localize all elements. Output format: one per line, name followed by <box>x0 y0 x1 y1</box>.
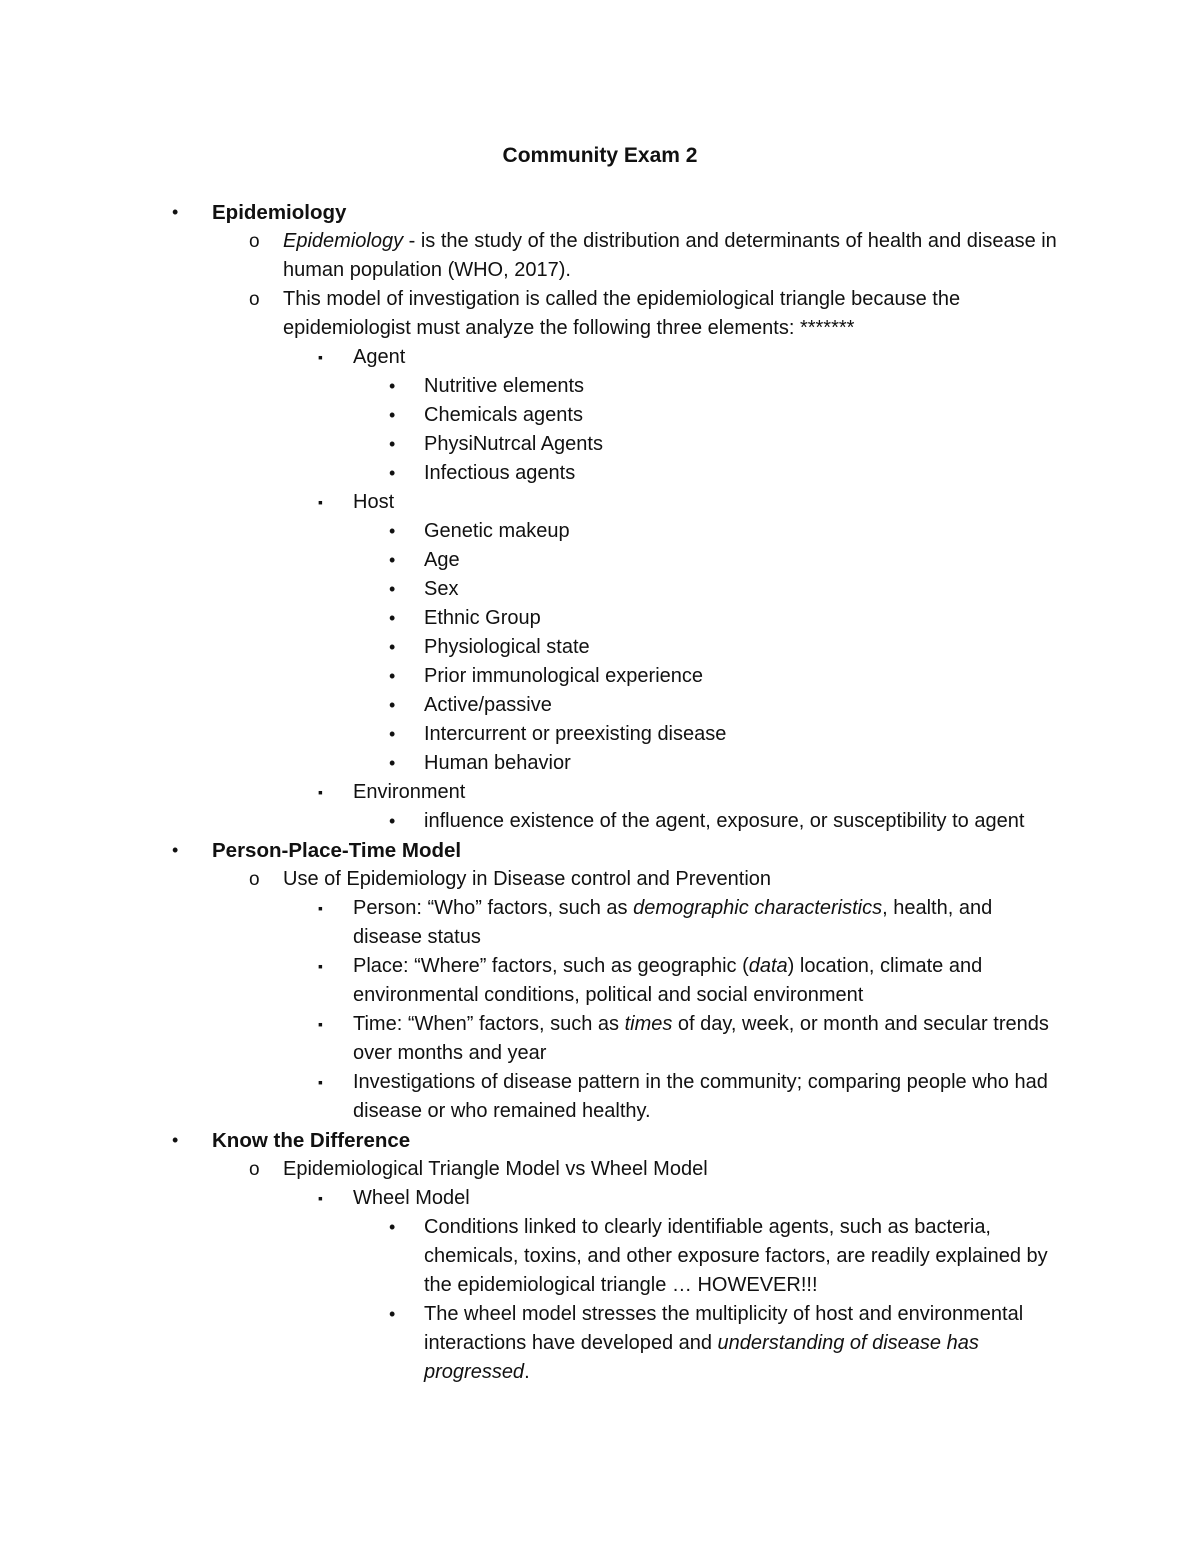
bullet-icon: • <box>389 666 396 686</box>
list-item: o Use of Epidemiology in Disease control and Prevention <box>0 865 1200 894</box>
bullet-icon: • <box>389 695 396 715</box>
section-heading: • Epidemiology <box>0 198 1200 227</box>
element-label: ▪ Agent <box>0 343 1200 372</box>
list-item: • The wheel model stresses the multiplicity of host and environmental interactions have developed and understanding of disease has progressed. <box>0 1300 1200 1387</box>
bullet-icon: • <box>389 434 396 454</box>
list-item: • Conditions linked to clearly identifiable agents, such as bacteria, chemicals, toxins, and other exposure factors, are readily explained by the epidemiological triangle … HOWEVER!!! <box>0 1213 1200 1300</box>
term: Epidemiology <box>283 230 404 252</box>
circle-bullet-icon: o <box>249 289 260 310</box>
square-bullet-icon: ▪ <box>318 1190 323 1206</box>
bullet-icon: • <box>389 463 396 483</box>
square-bullet-icon: ▪ <box>318 1016 323 1032</box>
circle-bullet-icon: o <box>249 869 260 890</box>
element-label: ▪ Wheel Model <box>0 1184 1200 1213</box>
bullet-icon: • <box>172 840 179 860</box>
bullet-icon: • <box>389 405 396 425</box>
section-heading: • Know the Difference <box>0 1126 1200 1155</box>
list-item: ▪ Person: “Who” factors, such as demographic characteristics, health, and disease status <box>0 894 1200 952</box>
list-item: • Infectious agents <box>0 459 1200 488</box>
element-label: ▪ Environment <box>0 778 1200 807</box>
list-item: • Physiological state <box>0 633 1200 662</box>
list-item: • Sex <box>0 575 1200 604</box>
list-item: • Ethnic Group <box>0 604 1200 633</box>
list-item: • PhysiNutrcal Agents <box>0 430 1200 459</box>
list-item: • Prior immunological experience <box>0 662 1200 691</box>
bullet-icon: • <box>389 550 396 570</box>
page-title: Community Exam 2 <box>502 144 698 167</box>
list-item: • Chemicals agents <box>0 401 1200 430</box>
circle-bullet-icon: o <box>249 231 260 252</box>
list-item: • Active/passive <box>0 691 1200 720</box>
list-item: • Nutritive elements <box>0 372 1200 401</box>
bullet-icon: • <box>389 637 396 657</box>
bullet-icon: • <box>389 753 396 773</box>
bullet-icon: • <box>389 811 396 831</box>
list-item: o Epidemiology - is the study of the distribution and determinants of health and disease in human population (WHO, 2017). <box>0 227 1200 285</box>
bullet-icon: • <box>389 1217 396 1237</box>
bullet-icon: • <box>389 1304 396 1324</box>
list-item: • Intercurrent or preexisting disease <box>0 720 1200 749</box>
list-item: o Epidemiological Triangle Model vs Wheel Model <box>0 1155 1200 1184</box>
list-item: • influence existence of the agent, exposure, or susceptibility to agent <box>0 807 1200 836</box>
circle-bullet-icon: o <box>249 1159 260 1180</box>
square-bullet-icon: ▪ <box>318 349 323 365</box>
list-item: ▪ Place: “Where” factors, such as geographic (data) location, climate and environmental conditions, political and social environment <box>0 952 1200 1010</box>
bullet-icon: • <box>389 724 396 744</box>
outline <box>0 198 1200 1387</box>
square-bullet-icon: ▪ <box>318 958 323 974</box>
section-heading: • Person-Place-Time Model <box>0 836 1200 865</box>
square-bullet-icon: ▪ <box>318 494 323 510</box>
square-bullet-icon: ▪ <box>318 784 323 800</box>
bullet-icon: • <box>389 376 396 396</box>
bullet-icon: • <box>389 521 396 541</box>
bullet-icon: • <box>389 579 396 599</box>
bullet-icon: • <box>389 608 396 628</box>
square-bullet-icon: ▪ <box>318 1074 323 1090</box>
list-item: • Age <box>0 546 1200 575</box>
square-bullet-icon: ▪ <box>318 900 323 916</box>
element-label: ▪ Host <box>0 488 1200 517</box>
bullet-icon: • <box>172 1130 179 1150</box>
list-item: ▪ Investigations of disease pattern in the community; comparing people who had disease or who remained healthy. <box>0 1068 1200 1126</box>
list-item: o This model of investigation is called the epidemiological triangle because the epidemiologist must analyze the following three elements: ******* <box>0 285 1200 343</box>
bullet-icon: • <box>172 202 179 222</box>
list-item: • Human behavior <box>0 749 1200 778</box>
list-item: • Genetic makeup <box>0 517 1200 546</box>
list-item: ▪ Time: “When” factors, such as times of day, week, or month and secular trends over months and year <box>0 1010 1200 1068</box>
